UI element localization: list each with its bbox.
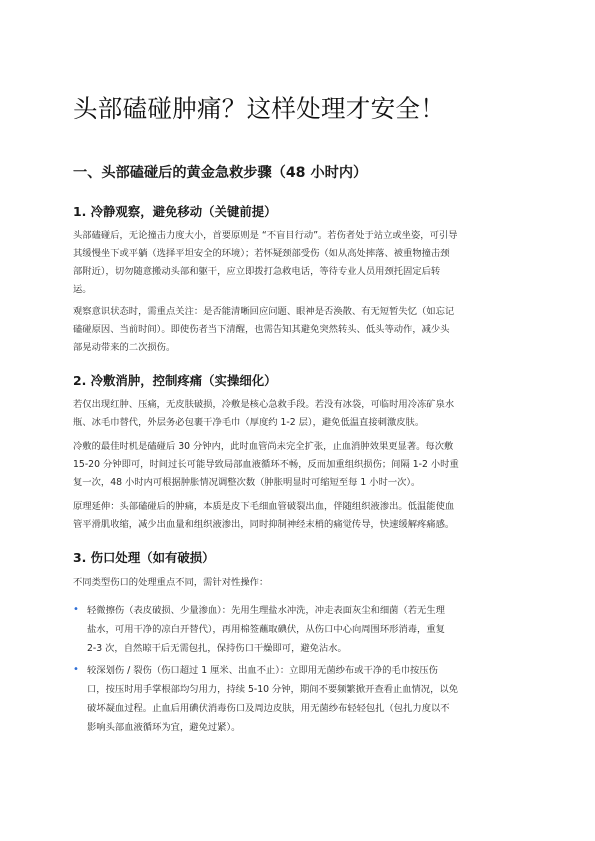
step-3-intro: [73, 574, 528, 592]
bullet-icon: •: [73, 664, 79, 675]
text-line: 复一次，48 小时内可根据肿胀情况调整次数（肿胀明显时可缩短至每 1 小时一次）。: [73, 477, 421, 488]
text-line: 部附近），切勿随意搬动头部和躯干，应立即拨打急救电话，等待专业人员用颈托固定后转: [73, 266, 441, 277]
text-line: 运。: [73, 284, 92, 295]
text-line: 观察意识状态时，需重点关注：是否能清晰回应问题、眼神是否涣散、有无短暂失忆（如忘记: [73, 306, 455, 317]
bullet-icon: •: [73, 604, 79, 615]
step-2-heading: 2. 冷敷消肿，控制疼痛（实操细化）: [73, 373, 277, 388]
text-line: 盐水，可用干净的凉白开替代），再用棉签蘸取碘伏，从伤口中心向周围环形消毒，重复: [87, 624, 445, 635]
text-line: 较深划伤 / 裂伤（伤口超过 1 厘米、出血不止）：立即用无菌纱布或干净的毛巾按压伤: [87, 665, 438, 676]
text-line: 口，按压时用手掌根部均匀用力，持续 5-10 分钟，期间不要频繁掀开查看止血情况，以免: [87, 684, 458, 695]
text-line: 轻微擦伤（表皮破损、少量渗血）：先用生理盐水冲洗，冲走表面灰尘和细菌（若无生理: [87, 605, 445, 616]
step-2-paragraph-1: [73, 396, 528, 432]
step-2-paragraph-3: [73, 498, 528, 534]
text-line: 其缓慢坐下或平躺（选择平坦安全的环境）；若怀疑颈部受伤（如从高处摔落、被重物撞击颈: [73, 248, 450, 259]
text-line: 原理延伸：头部磕碰后的肿痛，本质是皮下毛细血管破裂出血，伴随组织液渗出。低温能使血: [73, 501, 455, 512]
text-line: 冷敷的最佳时机是磕碰后 30 分钟内，此时血管尚未完全扩张，止血消肿效果更显著。每次敷: [73, 441, 454, 452]
section-heading: 一、头部磕碰后的黄金急救步骤（48 小时内）: [73, 165, 368, 181]
step-2-paragraph-2: [73, 438, 528, 492]
text-line: 头部磕碰后，无论撞击力度大小，首要原则是 “不盲目行动”。若伤者处于站立或坐姿，可引导: [73, 230, 458, 241]
step-3-heading: 3. 伤口处理（如有破损）: [73, 550, 215, 565]
text-line: 若仅出现红肿、压痛，无皮肤破损，冷敷是核心急救手段。若没有冰袋，可临时用冷冻矿泉水: [73, 399, 455, 410]
text-line: 破坏凝血过程。止血后用碘伏消毒伤口及周边皮肤，用无菌纱布轻轻包扎（包扎力度以不: [87, 703, 450, 714]
text-line: 磕碰原因、当前时间）。即使伤者当下清醒，也需告知其避免突然转头、低头等动作，减少头: [73, 324, 450, 335]
text-line: 15-20 分钟即可，时间过长可能导致局部血液循环不畅，反而加重组织损伤；间隔 1-2 小时重: [73, 459, 459, 470]
page-title: 头部磕碰肿痛？这样处理才安全！: [73, 94, 445, 123]
bullet-item-abrasion: [87, 601, 527, 658]
text-line: 瓶、冰毛巾替代，外层务必包裹干净毛巾（厚度约 1-2 层），避免低温直接刺激皮肤。: [73, 417, 425, 428]
step-1-heading: 1. 冷静观察，避免移动（关键前提）: [73, 204, 277, 219]
text-line: 不同类型伤口的处理重点不同，需针对性操作：: [73, 577, 269, 588]
text-line: 影响头部血液循环为宜，避免过紧）。: [87, 722, 241, 733]
step-1-paragraph-2: [73, 303, 528, 357]
text-line: 部晃动带来的二次损伤。: [73, 342, 176, 353]
step-1-paragraph-1: [73, 227, 528, 299]
bullet-item-laceration: [87, 661, 527, 737]
text-line: 2-3 次，自然晾干后无需包扎，保持伤口干燥即可，避免沾水。: [87, 643, 347, 654]
text-line: 管平滑肌收缩，减少出血量和组织液渗出，同时抑制神经末梢的痛觉传导，快速缓解疼痛感。: [73, 519, 455, 530]
